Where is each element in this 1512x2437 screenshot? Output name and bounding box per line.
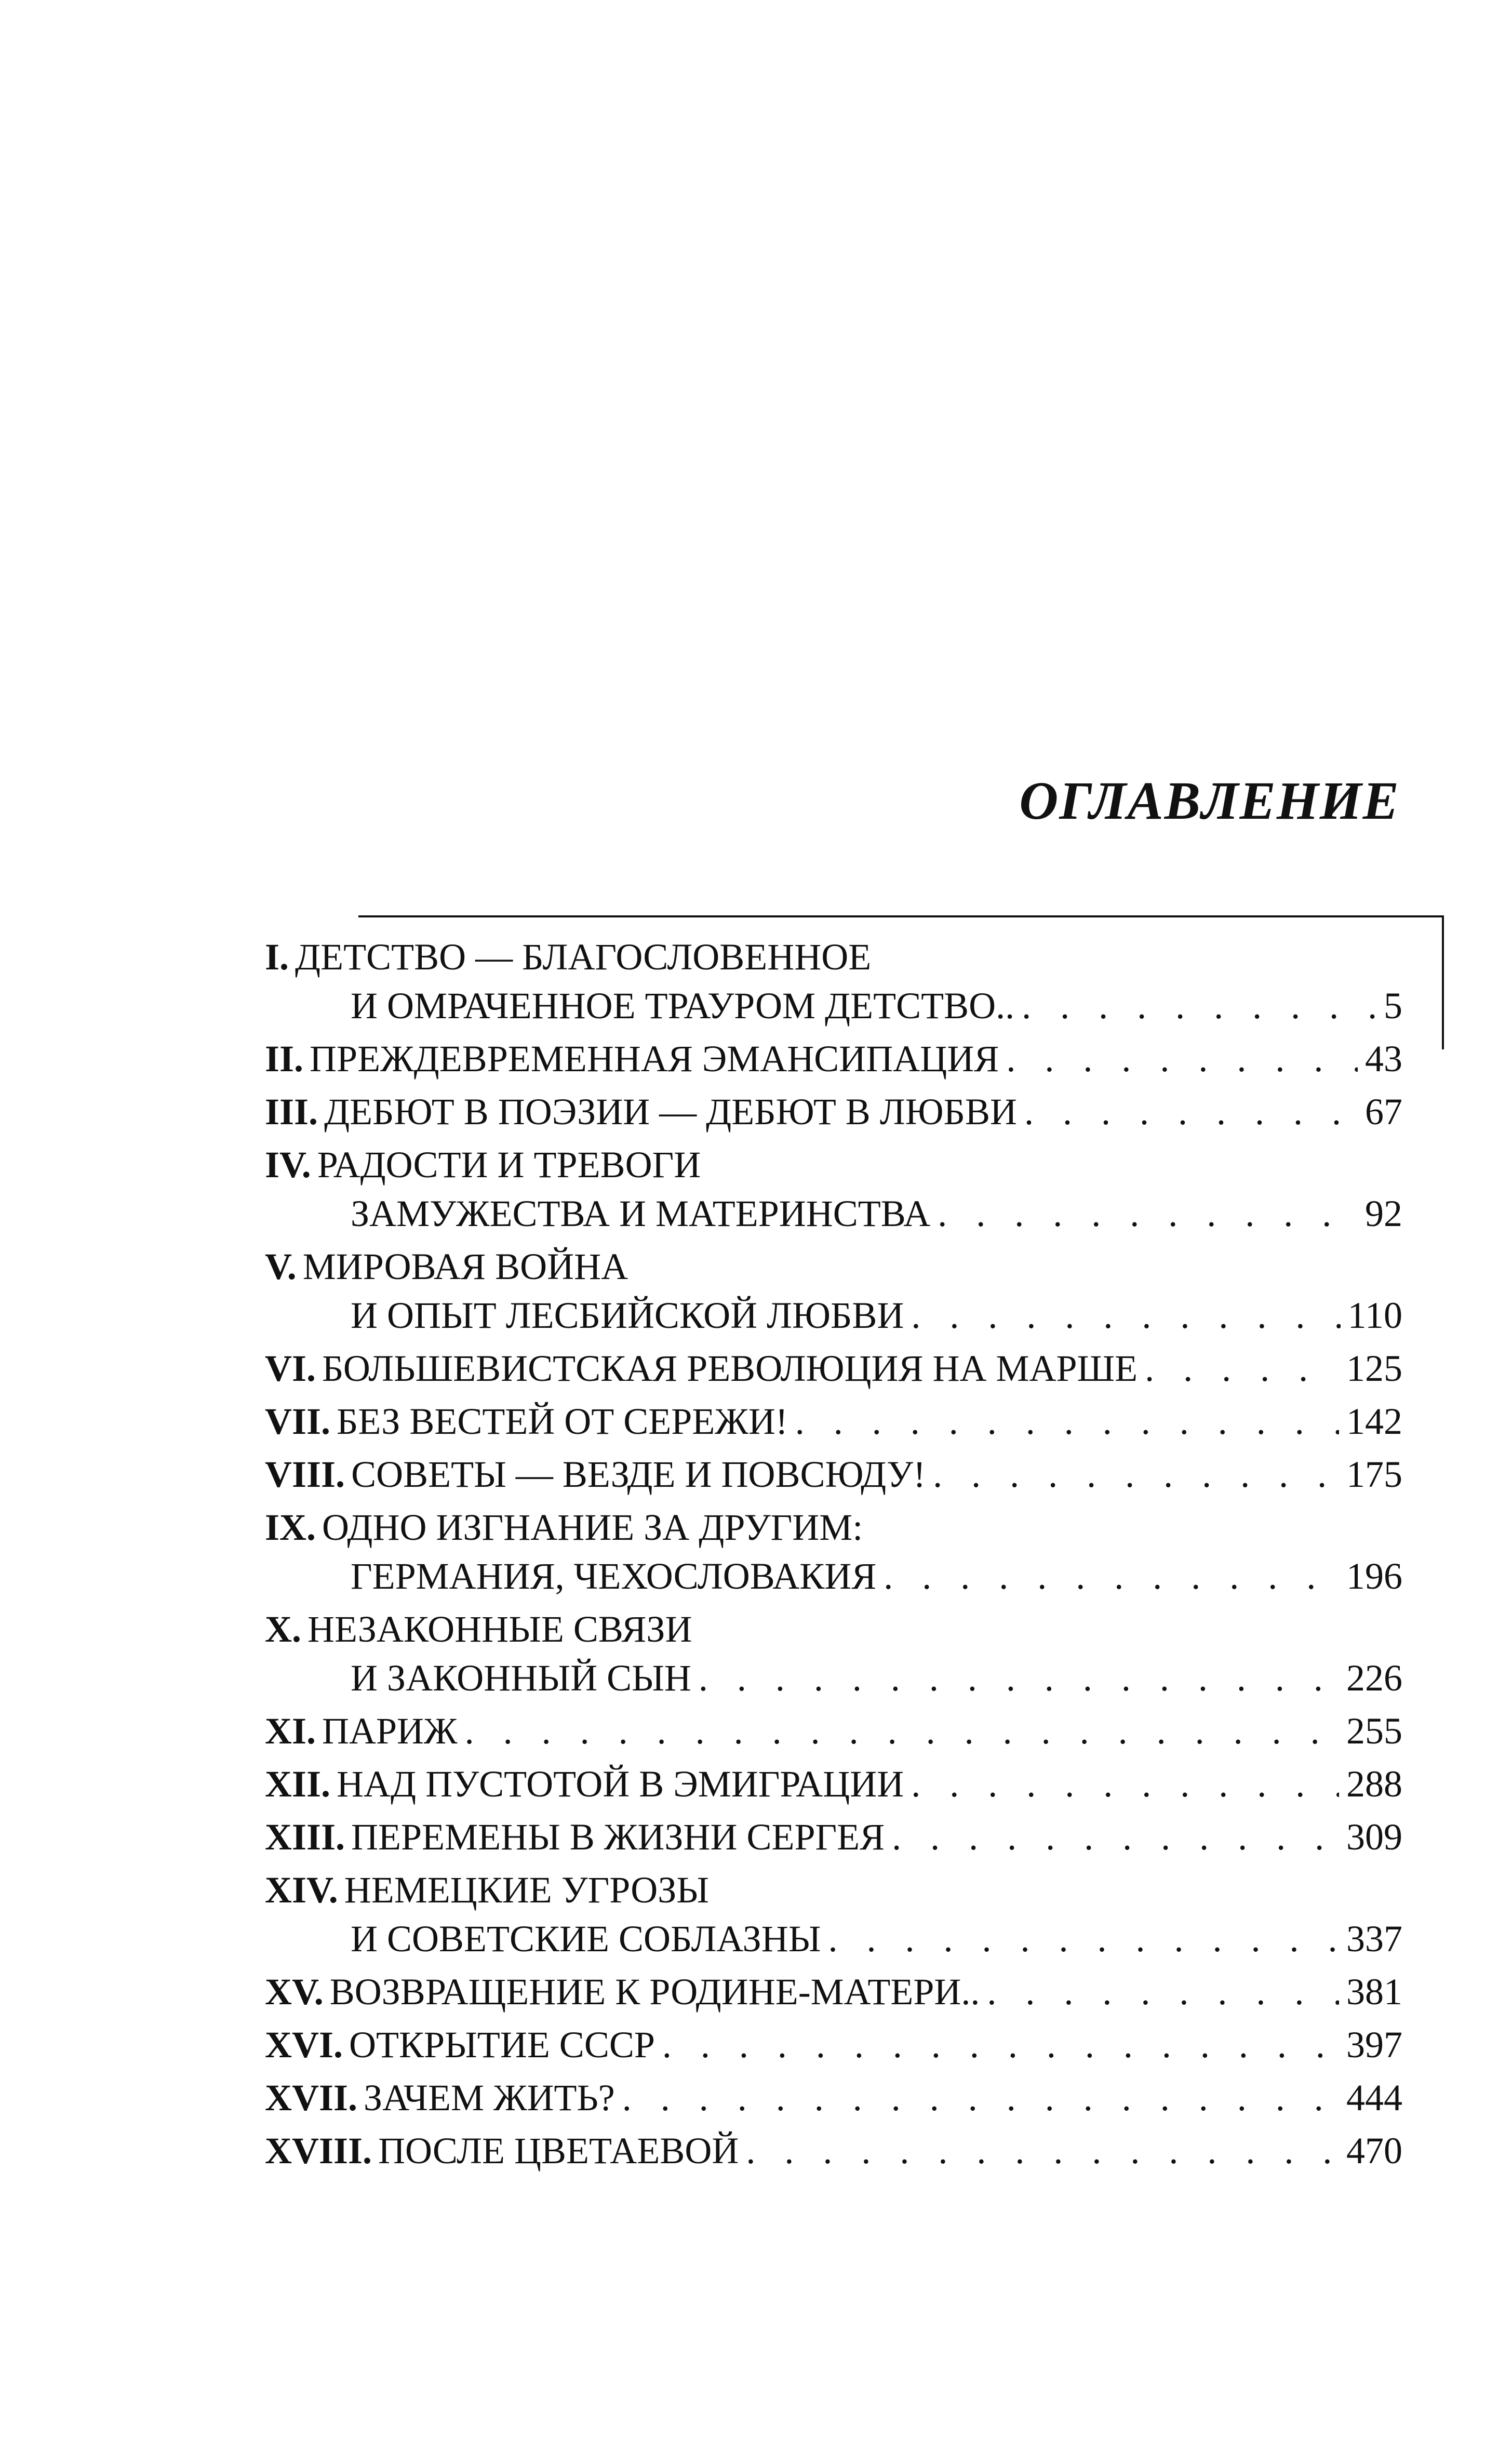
toc-entry-line (265, 1450, 1402, 1499)
dot-leader (1006, 1034, 1358, 1083)
chapter-title: ЗАМУЖЕСТВА И МАТЕРИНСТВА (351, 1193, 931, 1234)
toc-entry (265, 1760, 1402, 1808)
toc-entry (265, 2020, 1402, 2069)
toc-entry (265, 2073, 1402, 2122)
page-number: 381 (1346, 1971, 1402, 2013)
page-number: 125 (1346, 1348, 1402, 1389)
dot-leader (746, 2126, 1339, 2175)
chapter-number: X. (265, 1608, 301, 1650)
chapter-title: ГЕРМАНИЯ, ЧЕХОСЛОВАКИЯ (351, 1555, 877, 1597)
chapter-number: I. (265, 936, 289, 978)
page-number: 67 (1365, 1091, 1402, 1133)
toc-entry-line (265, 2073, 1402, 2122)
chapter-number: VI. (265, 1348, 316, 1389)
toc-entry-line (265, 1552, 1402, 1601)
toc-entry-line (265, 1967, 1402, 2016)
dot-leader (465, 1707, 1339, 1755)
chapter-title: ПРЕЖДЕВРЕМЕННАЯ ЭМАНСИПАЦИЯ (310, 1038, 999, 1080)
toc-entry-line (265, 1087, 1402, 1136)
toc-entry-line (265, 1189, 1402, 1238)
toc-entry (265, 1450, 1402, 1499)
toc-entry-line (265, 1866, 1402, 1914)
toc-entry-line (265, 933, 1402, 981)
dot-leader (1024, 1087, 1358, 1136)
toc-entry (265, 1605, 1402, 1702)
page-number: 288 (1346, 1763, 1402, 1805)
chapter-number: VII. (265, 1401, 331, 1442)
toc-entry (265, 1034, 1402, 1083)
toc-entry-line (265, 2020, 1402, 2069)
dot-leader (1145, 1344, 1339, 1393)
page-number: 226 (1346, 1657, 1402, 1699)
page-number: 444 (1346, 2077, 1402, 2119)
chapter-title: ЗАЧЕМ ЖИТЬ? (364, 2077, 615, 2119)
chapter-title: ПЕРЕМЕНЫ В ЖИЗНИ СЕРГЕЯ (351, 1816, 885, 1858)
page-number: 337 (1346, 1918, 1402, 1960)
toc-entry (265, 1967, 1402, 2016)
chapter-number: IV. (265, 1144, 311, 1186)
toc-entry (265, 1707, 1402, 1755)
dot-leader (884, 1552, 1339, 1601)
chapter-number: XVIII. (265, 2130, 372, 2172)
chapter-title: И ЗАКОННЫЙ СЫН (351, 1657, 691, 1699)
chapter-title: И ОПЫТ ЛЕСБИЙСКОЙ ЛЮБВИ (351, 1295, 904, 1336)
dot-leader (1022, 981, 1376, 1030)
toc-entry (265, 1503, 1402, 1601)
toc-entry (265, 1344, 1402, 1393)
chapter-title: НАД ПУСТОТОЙ В ЭМИГРАЦИИ (337, 1763, 904, 1805)
dot-leader (662, 2020, 1339, 2069)
chapter-number: XV. (265, 1971, 324, 2013)
chapter-title: ПАРИЖ (322, 1710, 458, 1752)
chapter-title: НЕЗАКОННЫЕ СВЯЗИ (307, 1608, 692, 1650)
toc-entry-line (265, 1344, 1402, 1393)
chapter-number: II. (265, 1038, 304, 1080)
dot-leader (911, 1291, 1340, 1340)
toc-entry-line (265, 1503, 1402, 1552)
dot-leader (892, 1813, 1339, 1861)
dot-leader (938, 1189, 1358, 1238)
page-title: ОГЛАВЛЕНИЕ (1019, 771, 1400, 831)
page-number: 175 (1346, 1454, 1402, 1495)
toc-entry (265, 1397, 1402, 1446)
chapter-number: XII. (265, 1763, 331, 1805)
page-number: 5 (1384, 985, 1402, 1027)
chapter-title: ВОЗВРАЩЕНИЕ К РОДИНЕ-МАТЕРИ.. (329, 1971, 980, 2013)
toc-entry-line (265, 1605, 1402, 1654)
toc-entry-line (265, 1760, 1402, 1808)
toc-entry-line (265, 1291, 1402, 1340)
toc-entry (265, 1866, 1402, 1963)
toc-entry (265, 1087, 1402, 1136)
chapter-number: IX. (265, 1507, 316, 1548)
table-of-contents (265, 933, 1402, 2179)
toc-entry-line (265, 1242, 1402, 1291)
top-rule (358, 915, 1444, 917)
chapter-number: XVII. (265, 2077, 358, 2119)
toc-entry-line (265, 2126, 1402, 2175)
chapter-number: III. (265, 1091, 318, 1133)
page-number: 397 (1346, 2024, 1402, 2066)
toc-entry-line (265, 1397, 1402, 1446)
chapter-title: И ОМРАЧЕННОЕ ТРАУРОМ ДЕТСТВО.. (351, 985, 1015, 1027)
page-number: 255 (1346, 1710, 1402, 1752)
side-rule (1442, 915, 1444, 1049)
page-number: 43 (1365, 1038, 1402, 1080)
toc-entry-line (265, 1140, 1402, 1189)
toc-entry-line (265, 1707, 1402, 1755)
page-number: 110 (1347, 1295, 1402, 1336)
page-number: 309 (1346, 1816, 1402, 1858)
chapter-title: БОЛЬШЕВИСТСКАЯ РЕВОЛЮЦИЯ НА МАРШЕ (322, 1348, 1138, 1389)
chapter-title: МИРОВАЯ ВОЙНА (302, 1246, 628, 1287)
chapter-title: БЕЗ ВЕСТЕЙ ОТ СЕРЕЖИ! (337, 1401, 788, 1442)
chapter-title: ДЕТСТВО — БЛАГОСЛОВЕННОЕ (295, 936, 872, 978)
chapter-title: ДЕБЮТ В ПОЭЗИИ — ДЕБЮТ В ЛЮБВИ (324, 1091, 1018, 1133)
chapter-number: XIII. (265, 1816, 345, 1858)
dot-leader (828, 1914, 1339, 1963)
toc-entry-line (265, 981, 1402, 1030)
chapter-number: V. (265, 1246, 297, 1287)
toc-entry-line (265, 1034, 1402, 1083)
chapter-title: ПОСЛЕ ЦВЕТАЕВОЙ (378, 2130, 739, 2172)
dot-leader (699, 1654, 1339, 1702)
dot-leader (987, 1967, 1339, 2016)
page-number: 142 (1346, 1401, 1402, 1442)
chapter-title: И СОВЕТСКИЕ СОБЛАЗНЫ (351, 1918, 821, 1960)
chapter-number: XVI. (265, 2024, 343, 2066)
toc-entry (265, 1242, 1402, 1340)
toc-entry (265, 1140, 1402, 1238)
chapter-title: НЕМЕЦКИЕ УГРОЗЫ (344, 1869, 710, 1911)
page-number: 92 (1365, 1193, 1402, 1234)
page-number: 196 (1346, 1555, 1402, 1597)
toc-entry (265, 1813, 1402, 1861)
toc-entry-line (265, 1813, 1402, 1861)
toc-entry (265, 933, 1402, 1030)
chapter-number: VIII. (265, 1454, 345, 1495)
toc-entry (265, 2126, 1402, 2175)
chapter-title: ОДНО ИЗГНАНИЕ ЗА ДРУГИМ: (322, 1507, 863, 1548)
chapter-title: СОВЕТЫ — ВЕЗДЕ И ПОВСЮДУ! (351, 1454, 926, 1495)
toc-entry-line (265, 1914, 1402, 1963)
page-number: 470 (1346, 2130, 1402, 2172)
chapter-title: РАДОСТИ И ТРЕВОГИ (317, 1144, 701, 1186)
dot-leader (933, 1450, 1339, 1499)
chapter-number: XIV. (265, 1869, 338, 1911)
chapter-number: XI. (265, 1710, 316, 1752)
dot-leader (795, 1397, 1339, 1446)
dot-leader (622, 2073, 1339, 2122)
chapter-title: ОТКРЫТИЕ СССР (349, 2024, 655, 2066)
toc-entry-line (265, 1654, 1402, 1702)
dot-leader (911, 1760, 1339, 1808)
